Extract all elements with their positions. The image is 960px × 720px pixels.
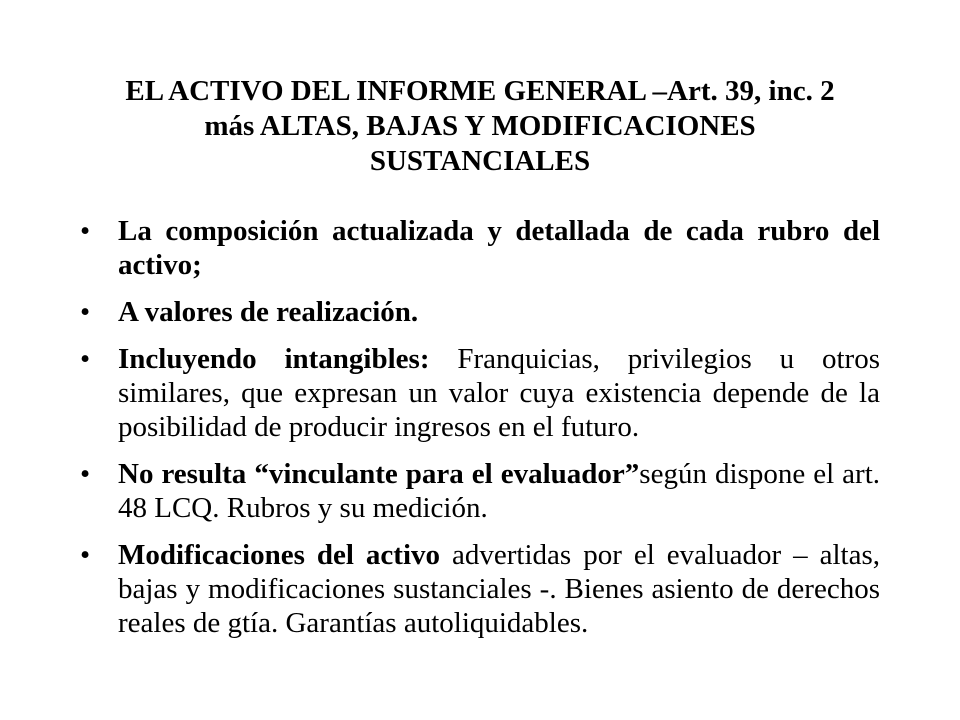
bullet-icon: •: [80, 539, 91, 571]
slide-title: [70, 74, 890, 179]
bullet-text-bold: La composición actualizada y detallada de cada rubro del activo;: [118, 215, 880, 281]
bullet-text: Franquicias, privilegios u otros similares, que expresan un valor cuya existencia depende de la posibilidad de producir ingresos en el futuro.: [118, 343, 880, 443]
bullet-item-intangibles: [80, 342, 880, 444]
bullet-text-bold: A valores de realización.: [118, 296, 419, 328]
bullet-icon: •: [80, 458, 91, 490]
bullet-item-composicion: [80, 214, 880, 282]
bullet-list: [80, 214, 880, 653]
bullet-text: advertidas por el evaluador – altas, bajas y modificaciones sustanciales -. Bienes asiento de derechos reales de gtía. Garantías autoliquidables.: [118, 539, 880, 639]
title-line-1: EL ACTIVO DEL INFORME GENERAL –Art. 39, inc. 2: [125, 75, 835, 107]
bullet-item-modificaciones: [80, 538, 880, 640]
bullet-text-bold: Incluyendo intangibles:: [118, 343, 430, 375]
bullet-icon: •: [80, 296, 91, 328]
bullet-icon: •: [80, 343, 91, 375]
title-line-3: SUSTANCIALES: [369, 145, 591, 177]
bullet-text-bold: No resulta “vinculante para el evaluador”: [118, 458, 640, 490]
bullet-item-vinculante: [80, 457, 880, 525]
bullet-text-bold: Modificaciones del activo: [118, 539, 441, 571]
bullet-item-valores: [80, 295, 880, 329]
bullet-text: según dispone el art. 48 LCQ. Rubros y su medición.: [118, 458, 880, 524]
title-line-2: más ALTAS, BAJAS Y MODIFICACIONES: [204, 110, 756, 142]
bullet-icon: •: [80, 215, 91, 247]
